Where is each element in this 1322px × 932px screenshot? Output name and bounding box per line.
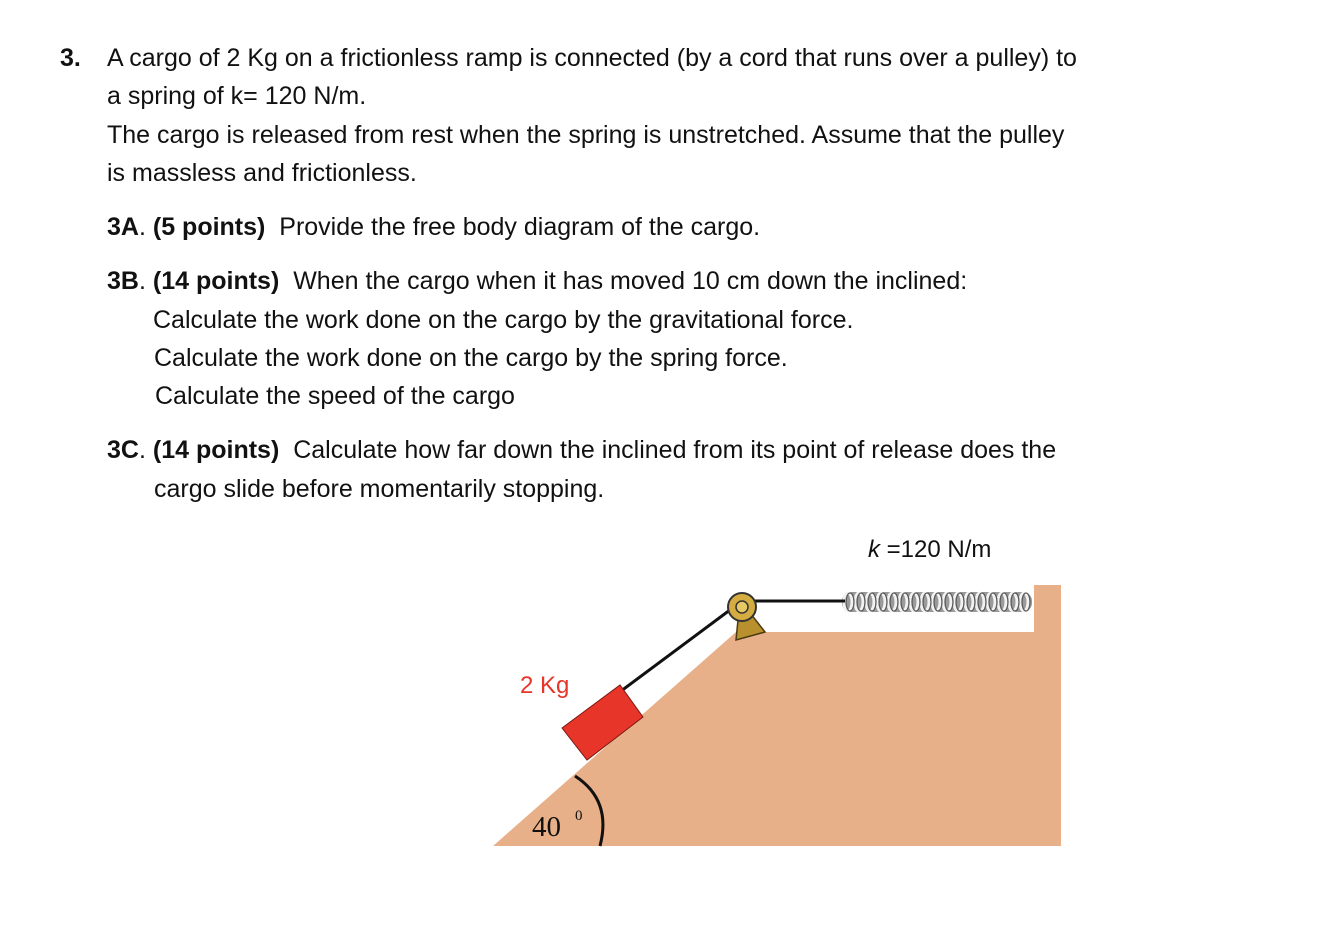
spring [842, 592, 1032, 612]
part-b-points: (14 points) [152, 267, 280, 295]
part-c: 3C. (14 points) Calculate how far down the inclined from its point of release does the [107, 436, 1057, 464]
part-b-label: 3B [107, 267, 139, 295]
part-a-text: Provide the free body diagram of the cargo. [279, 213, 761, 241]
spring-k-value: =120 N/m [880, 536, 992, 563]
part-c-text-1: Calculate how far down the inclined from its point of release does the [293, 436, 1057, 464]
part-b-item-3: Calculate the speed of the cargo [155, 382, 515, 410]
intro-line-3: The cargo is released from rest when the spring is unstretched. Assume that the pulley [107, 121, 1065, 149]
part-b: 3B. (14 points) When the cargo when it has moved 10 cm down the inclined: [107, 267, 968, 295]
intro-line-2: a spring of k= 120 N/m. [107, 82, 367, 110]
part-a-label: 3A [107, 213, 139, 241]
angle-unit: 0 [575, 808, 583, 824]
part-a-points: (5 points) [152, 213, 266, 241]
part-a: 3A. (5 points) Provide the free body diagram of the cargo. [107, 213, 761, 241]
part-b-text: When the cargo when it has moved 10 cm down the inclined: [293, 267, 968, 295]
part-c-label: 3C [107, 436, 139, 464]
intro-line-1: A cargo of 2 Kg on a frictionless ramp is connected (by a cord that runs over a pulley) to [107, 44, 1077, 72]
angle-value: 40 [532, 811, 561, 843]
spring-constant-label [868, 536, 991, 563]
problem-number: 3. [60, 44, 81, 72]
part-b-item-2: Calculate the work done on the cargo by the spring force. [154, 344, 788, 372]
mass-label: 2 Kg [520, 672, 570, 699]
intro-line-4: is massless and frictionless. [107, 159, 417, 187]
part-c-points: (14 points) [152, 436, 280, 464]
part-b-item-1: Calculate the work done on the cargo by the gravitational force. [153, 306, 854, 334]
spring-k-symbol: k [868, 536, 880, 563]
part-c-text-2: cargo slide before momentarily stopping. [154, 475, 605, 503]
